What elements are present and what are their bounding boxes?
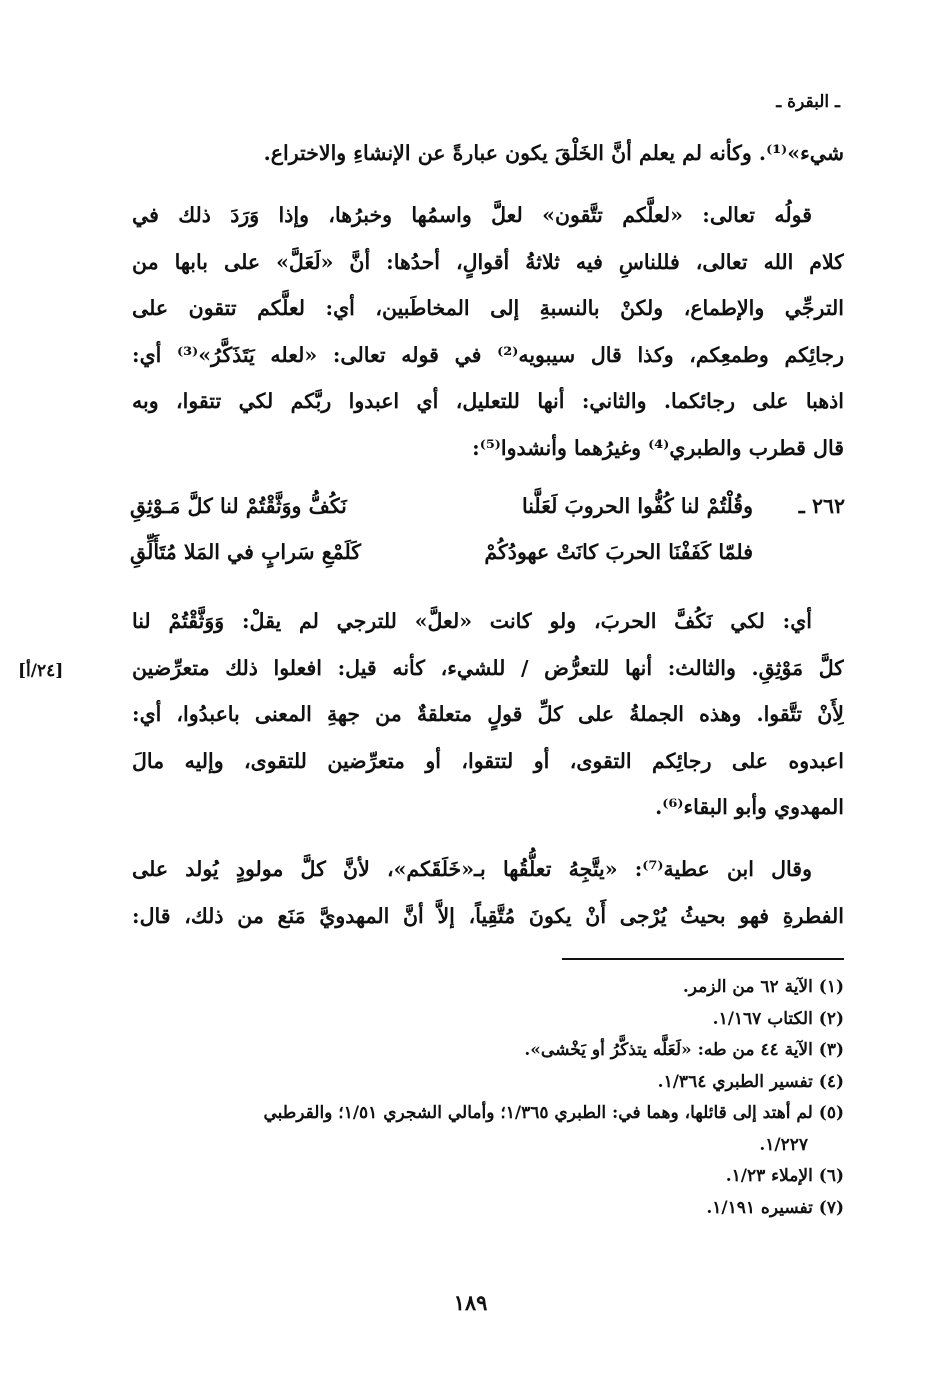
footnote-number: (٣) [818,1040,844,1060]
verse-line [130,540,845,586]
paragraph-2 [132,192,844,471]
footnote [132,1098,844,1161]
footnote-number: (١) [818,977,844,997]
margin-folio-reference: [٢٤/أ] [18,661,64,681]
verse-hemistich-second: كَلَمْعِ سَرابٍ في المَلا مُتَأَلِّقِ [130,540,362,564]
footnote [132,1035,844,1067]
verse-hemistich-first: وقُلْتُمْ لنا كُفُّوا الحروبَ لَعَلَّنا [522,494,753,518]
footnotes [132,972,844,1224]
text-line: الفطرةِ فهو بحيثُ يُرْجى أَنْ يكونَ مُتَّقِياً، إلاَّ أنَّ المهدويَّ مَنَع من ذلك، قال: [132,903,844,928]
footnote-number: (٦) [818,1166,844,1186]
text-line: قال قطرب والطبري⁽⁴⁾ وغيرُهما وأنشدوا⁽⁵⁾: [472,435,844,460]
footnote-text: الكتاب ١/١٦٧. [712,1008,813,1029]
text-line: أي: لكي نَكُفَّ الحربَ، ولو كانت «لعلَّ» للترجي لم يقلْ: وَوَثَّقْتُمْ لنا [132,609,812,633]
footnote-continuation: ١/٢٢٧. [759,1134,808,1155]
running-title: ـ البقرة ـ [776,92,840,112]
verse-line [130,494,845,540]
text-line: كلام الله تعالى، فللناسِ فيه ثلاثةُ أقوالٍ، أحدُها: أنَّ «لَعَلَّ» على بابها من [132,249,844,274]
footnote-text: تفسيره ١/١٩١. [706,1197,813,1218]
paragraph-3 [132,598,844,831]
verse-hemistich-second: نَكُفُّ ووَثَّقْتُمْ لنا كلَّ مَـوْثِقِ [130,494,347,518]
footnote-text: الإملاء ١/٢٣. [725,1166,813,1186]
verse-number: ٢٦٢ ـ [798,494,845,518]
footnote [132,1004,844,1036]
page-number: ١٨٩ [453,1290,488,1315]
verse-block [130,494,845,586]
footnote [132,972,844,1004]
text-line: الترجِّي والإطماع، ولكنْ بالنسبةِ إلى المخاطَبين، أي: لعلَّكم تتقون على [132,296,844,320]
text-line: وقال ابن عطية⁽⁷⁾: «يتَّجِهُ تعلُّقُها بـ«خَلَقَكم»، لأنَّ كلَّ مولودٍ يُولد على [132,857,812,881]
footnote [132,1193,844,1225]
footnote [132,1161,844,1193]
text-line: لِأَنْ تتَّقوا. وهذه الجملةُ على كلِّ قولٍ متعلقةٌ من جهةِ المعنى باعبدُوا، أي: [132,702,844,726]
footnote-number: (٥) [818,1103,844,1123]
text-line: قولُه تعالى: «لعلَّكم تتَّقون» لعلَّ واسمُها وخبرُها، وإذا وَرَدَ ذلك في [132,203,812,227]
footnote-number: (٤) [818,1071,844,1092]
running-header [60,92,840,120]
footnote-text: تفسير الطبري ١/٣٦٤. [657,1071,813,1092]
paragraph-4 [132,846,844,939]
footnote-text: لم أهتد إلى قائلها، وهما في: الطبري ١/٣٦٥؛ وأمالي الشجري ١/٥١؛ والقرطبي [263,1103,813,1123]
footnote-number: (٢) [818,1008,844,1029]
paragraph-1 [132,130,844,177]
footnote [132,1067,844,1099]
footnote-text: الآية ٦٢ من الزمر. [682,977,813,997]
text-line: المهدوي وأبو البقاء⁽⁶⁾. [655,795,844,819]
text-line: رجائِكم وطمعِكم، وكذا قال سيبويه⁽²⁾ في قوله تعالى: «لعله يَتَذَكَّرُ»⁽³⁾ أي: [132,342,844,367]
text-line: كلَّ مَوْثِقِ. والثالث: أنها للتعرُّض / للشيء، كأنه قيل: افعلوا ذلك متعرِّضين [132,655,844,680]
text-line: اذهبا على رجائكما. والثاني: أنها للتعليل، أي اعبدوا ربَّكم لكي تتقوا، وبه [132,389,844,413]
text-line: شيء»⁽¹⁾. وكأنه لم يعلم أنَّ الخَلْقَ يكون عبارةً عن الإنشاءِ والاختراع. [263,141,844,165]
text-line: اعبدوه على رجائِكم التقوى، أو لتتقوا، أو متعرِّضين للتقوى، وإليه مالَ [132,748,844,773]
footnote-number: (٧) [818,1197,844,1218]
footnote-text: الآية ٤٤ من طه: «لَعَلَّه يتذكَّرُ أو يَخْشى». [524,1040,813,1060]
footnote-separator [562,958,844,960]
verse-hemistich-first: فلمّا كَفَفْنَا الحربَ كانَتْ عهودُكُمْ [484,540,753,564]
